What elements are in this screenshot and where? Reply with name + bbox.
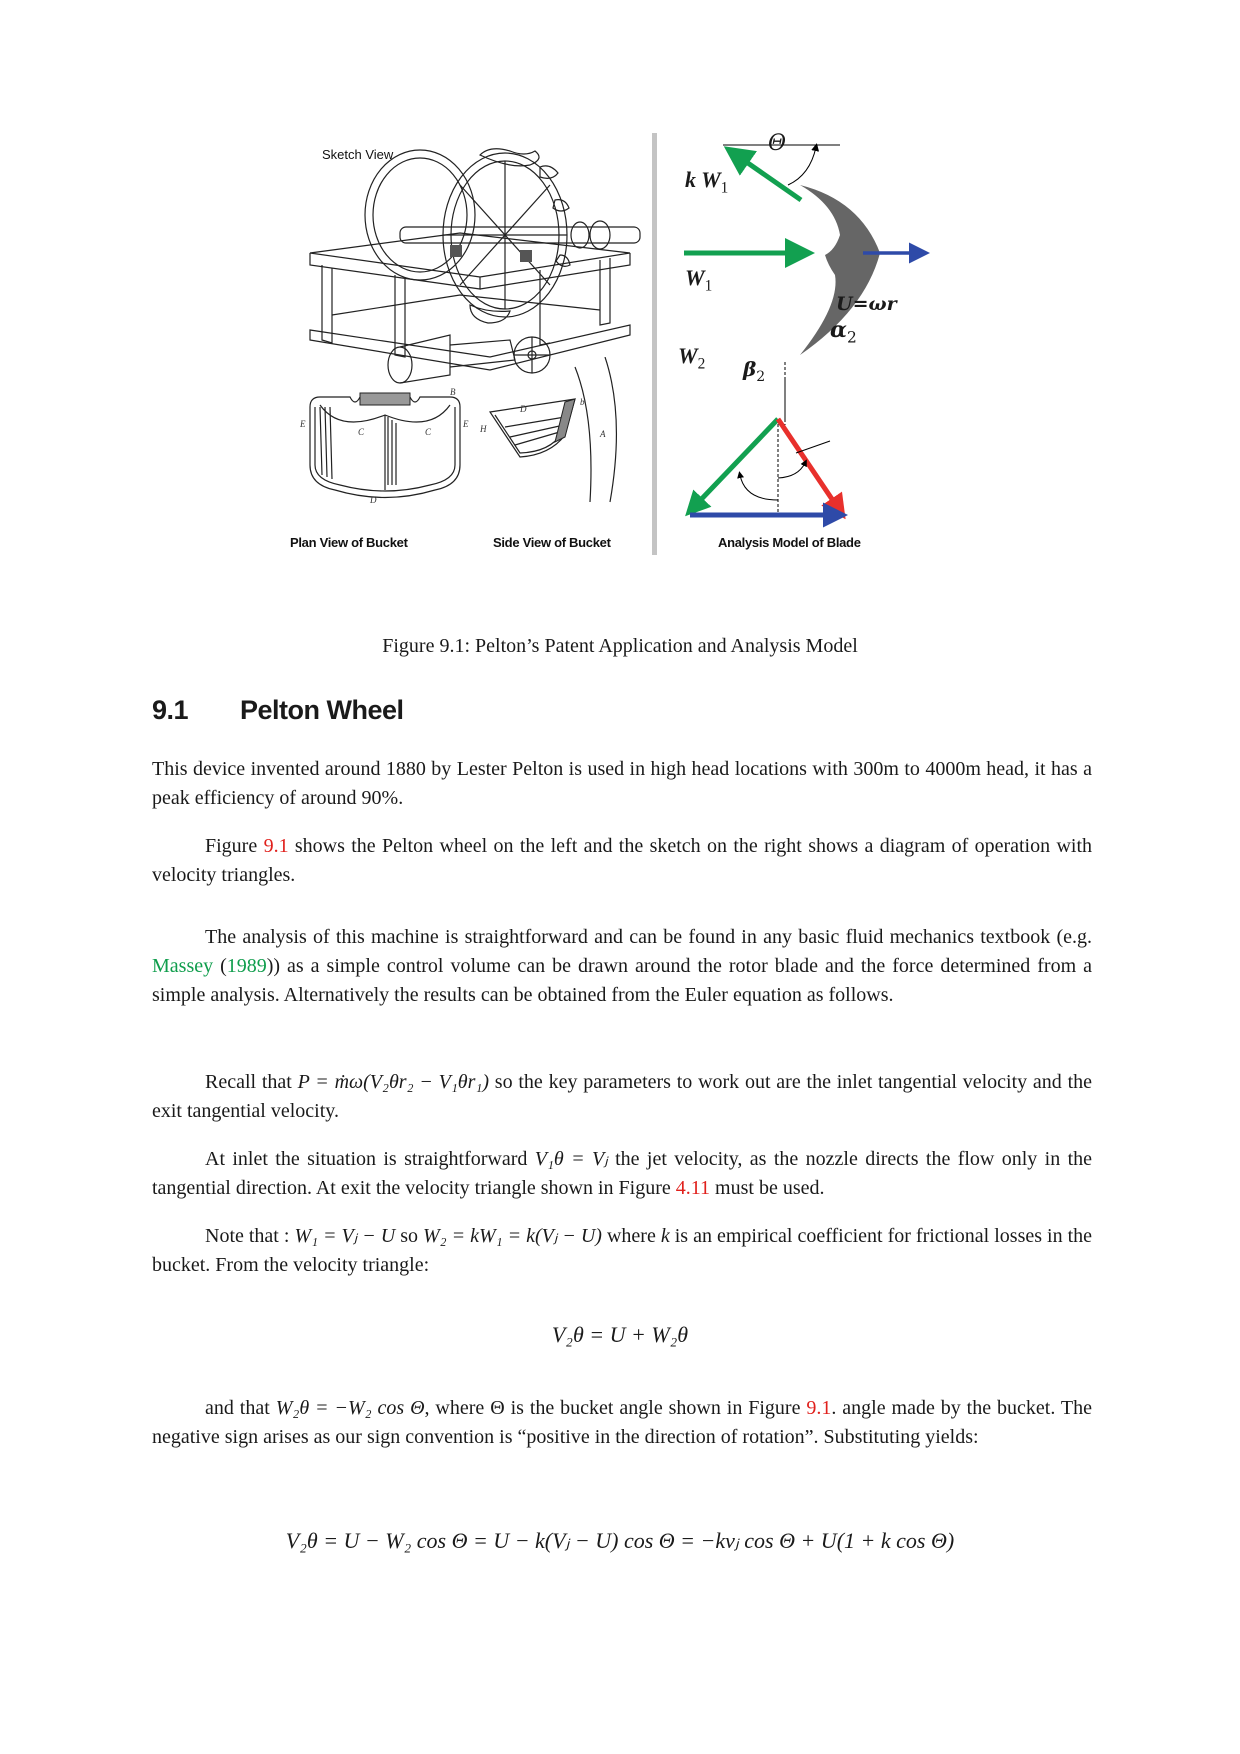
- equation-v2theta: V₂θ = U + W₂θ: [551, 1322, 689, 1347]
- text: (: [213, 955, 227, 977]
- plan-view-label: Plan View of Bucket: [290, 535, 408, 550]
- alpha2-label: [830, 317, 857, 346]
- paragraph-note-that: [152, 1222, 1092, 1280]
- svg-text:b: b: [580, 397, 585, 407]
- power-equation-inline: P = ṁω(V₂θr₂ − V₁θr₁): [297, 1071, 489, 1093]
- paragraph-w2theta: [152, 1394, 1092, 1452]
- text: so: [395, 1225, 424, 1247]
- text: . angle made by the bucket. The negative sign arises as our sign convention is “positive in the direction of rotation”. Substituting yields:: [152, 1397, 1092, 1448]
- figure-4-11-link[interactable]: 4.11: [675, 1177, 711, 1199]
- citation-year-link[interactable]: 1989: [226, 955, 267, 977]
- text: must be used.: [710, 1177, 825, 1199]
- svg-text:H: H: [480, 424, 487, 434]
- analysis-model-panel: [660, 125, 940, 565]
- figure-9-1: [290, 125, 940, 565]
- w1-text: W: [685, 265, 705, 290]
- paragraph-inlet: [152, 1145, 1092, 1203]
- sketch-view-label: Sketch View: [322, 147, 394, 162]
- alpha2-text: α: [830, 317, 847, 343]
- text: )) as a simple control volume can be drawn around the rotor blade and the force determined from a simple analysis. Alternatively the results can be obtained from the Euler equation as follows.: [152, 955, 1092, 1006]
- beta2-label: [743, 357, 765, 385]
- text: where: [601, 1225, 661, 1247]
- inlet-velocity-inline: V₁θ = Vⱼ: [534, 1148, 608, 1170]
- u-omega-r-label: U=ωr: [836, 293, 897, 315]
- w2-equation-inline: W₂ = kW₁ = k(Vⱼ − U): [423, 1225, 602, 1247]
- text: At inlet the situation is straightforward: [205, 1148, 535, 1170]
- paragraph-figure-description: [152, 832, 1092, 890]
- text: Recall that: [205, 1071, 298, 1093]
- w2theta-equation-inline: W₂θ = −W₂ cos Θ: [275, 1397, 425, 1419]
- text: The analysis of this machine is straightforward and can be found in any basic fluid mechanics textbook (e.g.: [205, 926, 1092, 948]
- side-view-label: Side View of Bucket: [493, 535, 611, 550]
- text: and that: [205, 1397, 276, 1419]
- svg-text:D: D: [520, 404, 527, 414]
- paragraph-intro: This device invented around 1880 by Lester Pelton is used in high head locations with 300m to 4000m head, it has a peak efficiency of around 90%.: [152, 758, 1092, 809]
- paragraph-recall-power: [152, 1068, 1092, 1126]
- k-symbol: k: [660, 1225, 670, 1247]
- w1-label: [685, 265, 712, 295]
- text: , where Θ is the bucket angle shown in Figure: [424, 1397, 807, 1419]
- svg-text:C: C: [425, 427, 432, 437]
- text: so the key parameters to work out are the inlet tangential velocity and the exit tangential velocity.: [152, 1071, 1093, 1122]
- theta-label: Θ: [768, 131, 787, 156]
- section-number: 9.1: [152, 695, 189, 725]
- velocity-triangle-diagram: [660, 415, 940, 555]
- svg-text:A: A: [600, 429, 606, 439]
- beta2-text: β: [743, 357, 757, 381]
- figure-divider: [652, 133, 657, 555]
- kw1-label: [685, 167, 728, 197]
- w2-label: [678, 343, 705, 373]
- text: is an empirical coefficient for frictional losses in the bucket. From the velocity triangle:: [152, 1225, 1093, 1276]
- w2-text: W: [678, 343, 698, 368]
- kw1-text: k W: [685, 167, 721, 192]
- beta2-subscript: 2: [756, 369, 766, 385]
- figure-ref-link[interactable]: 9.1: [263, 835, 289, 857]
- citation-author-link[interactable]: Massey: [152, 955, 214, 977]
- alpha2-subscript: 2: [846, 328, 857, 347]
- svg-text:D: D: [370, 495, 377, 505]
- section-heading: [152, 695, 404, 726]
- text: Figure: [205, 835, 264, 857]
- svg-text:B: B: [450, 387, 456, 397]
- w2-subscript: 2: [697, 355, 706, 373]
- text: Note that :: [205, 1225, 295, 1247]
- plan-view-bucket-image: [300, 385, 470, 505]
- figure-caption: Figure 9.1: Pelton’s Patent Application and Analysis Model: [382, 635, 858, 657]
- svg-text:E: E: [300, 419, 306, 429]
- text: shows the Pelton wheel on the left and the sketch on the right shows a diagram of operation with velocity triangles.: [152, 835, 1093, 886]
- equation-substitution: V₂θ = U − W₂ cos Θ = U − k(Vⱼ − U) cos Θ = −kvⱼ cos Θ + U(1 + k cos Θ): [285, 1528, 955, 1553]
- w1-subscript: 1: [704, 277, 713, 295]
- analysis-model-label: Analysis Model of Blade: [718, 535, 861, 550]
- paragraph-analysis: [152, 923, 1092, 1010]
- svg-text:E: E: [463, 419, 469, 429]
- patent-sketch-panel: [290, 125, 652, 565]
- kw1-subscript: 1: [720, 179, 729, 197]
- section-title: Pelton Wheel: [240, 695, 404, 725]
- svg-text:C: C: [358, 427, 365, 437]
- text: the jet velocity, as the nozzle directs the flow only in the tangential direction. At exit the velocity triangle shown in Figure: [152, 1148, 1093, 1199]
- side-view-bucket-image: [480, 357, 650, 507]
- w1-equation-inline: W₁ = Vⱼ − U: [294, 1225, 396, 1247]
- figure-9-1-link[interactable]: 9.1: [806, 1397, 832, 1419]
